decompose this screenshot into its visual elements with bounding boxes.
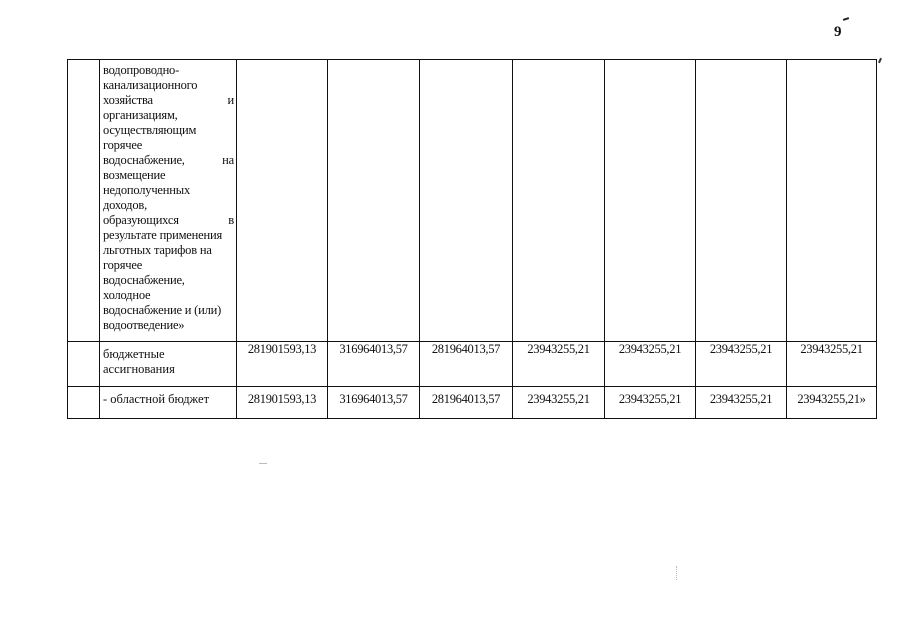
scan-artifact bbox=[676, 566, 678, 580]
row-label-cell bbox=[100, 342, 237, 387]
page-number-mark bbox=[843, 17, 849, 21]
description-line: горячее bbox=[103, 258, 143, 272]
value-cell: 23943255,21 bbox=[513, 342, 605, 387]
description-line: горячее bbox=[103, 138, 143, 152]
value-cell: 23943255,21 bbox=[605, 387, 696, 419]
empty-cell bbox=[605, 60, 696, 342]
value-cell: 23943255,21 bbox=[787, 342, 877, 387]
description-line: водоотведение» bbox=[103, 318, 185, 332]
empty-cell bbox=[513, 60, 605, 342]
corner-mark bbox=[878, 58, 882, 63]
description-line: результате применения bbox=[103, 228, 223, 242]
description-line bbox=[103, 213, 234, 228]
table-row bbox=[68, 387, 877, 419]
row-label-cell bbox=[100, 387, 237, 419]
value-cell: 281901593,13 bbox=[237, 387, 328, 419]
empty-cell bbox=[420, 60, 513, 342]
value-cell: 23943255,21 bbox=[696, 342, 787, 387]
description-word: водоснабжение, bbox=[103, 153, 185, 167]
description-line: водопроводно- bbox=[103, 63, 180, 77]
description-line bbox=[103, 153, 234, 168]
description-line: осуществляющим bbox=[103, 123, 197, 137]
empty-cell bbox=[696, 60, 787, 342]
budget-table bbox=[67, 59, 877, 419]
value-cell: 281964013,57 bbox=[420, 342, 513, 387]
description-line: холодное bbox=[103, 288, 151, 302]
description-line: льготных тарифов на bbox=[103, 243, 212, 257]
description-word: и bbox=[227, 93, 234, 107]
index-cell bbox=[68, 60, 100, 342]
description-line bbox=[103, 93, 234, 108]
scan-artifact bbox=[259, 463, 267, 464]
description-line: водоснабжение и (или) bbox=[103, 303, 222, 317]
description-line: организациям, bbox=[103, 108, 178, 122]
description-line: водоснабжение, bbox=[103, 273, 185, 287]
description-word: хозяйства bbox=[103, 93, 153, 107]
description-text bbox=[100, 60, 236, 335]
value-cell: 281964013,57 bbox=[420, 387, 513, 419]
index-cell bbox=[68, 342, 100, 387]
value-cell: 316964013,57 bbox=[328, 342, 420, 387]
description-word: на bbox=[222, 153, 234, 167]
description-line: недополученных bbox=[103, 183, 191, 197]
description-word: в bbox=[228, 213, 234, 227]
page-number: 9 bbox=[834, 24, 842, 40]
value-cell: 316964013,57 bbox=[328, 387, 420, 419]
description-line: возмещение bbox=[103, 168, 166, 182]
description-word: образующихся bbox=[103, 213, 179, 227]
value-cell: 23943255,21» bbox=[787, 387, 877, 419]
value-cell: 23943255,21 bbox=[513, 387, 605, 419]
description-line: доходов, bbox=[103, 198, 147, 212]
description-cell bbox=[100, 60, 237, 342]
empty-cell bbox=[237, 60, 328, 342]
empty-cell bbox=[787, 60, 877, 342]
table-row bbox=[68, 342, 877, 387]
description-line: канализационного bbox=[103, 78, 198, 92]
value-cell: 23943255,21 bbox=[605, 342, 696, 387]
value-cell: 281901593,13 bbox=[237, 342, 328, 387]
value-cell: 23943255,21 bbox=[696, 387, 787, 419]
row-label: - областной бюджет bbox=[103, 392, 210, 406]
table-row-description bbox=[68, 60, 877, 342]
empty-cell bbox=[328, 60, 420, 342]
row-label: бюджетные ассигнования bbox=[103, 347, 175, 376]
index-cell bbox=[68, 387, 100, 419]
